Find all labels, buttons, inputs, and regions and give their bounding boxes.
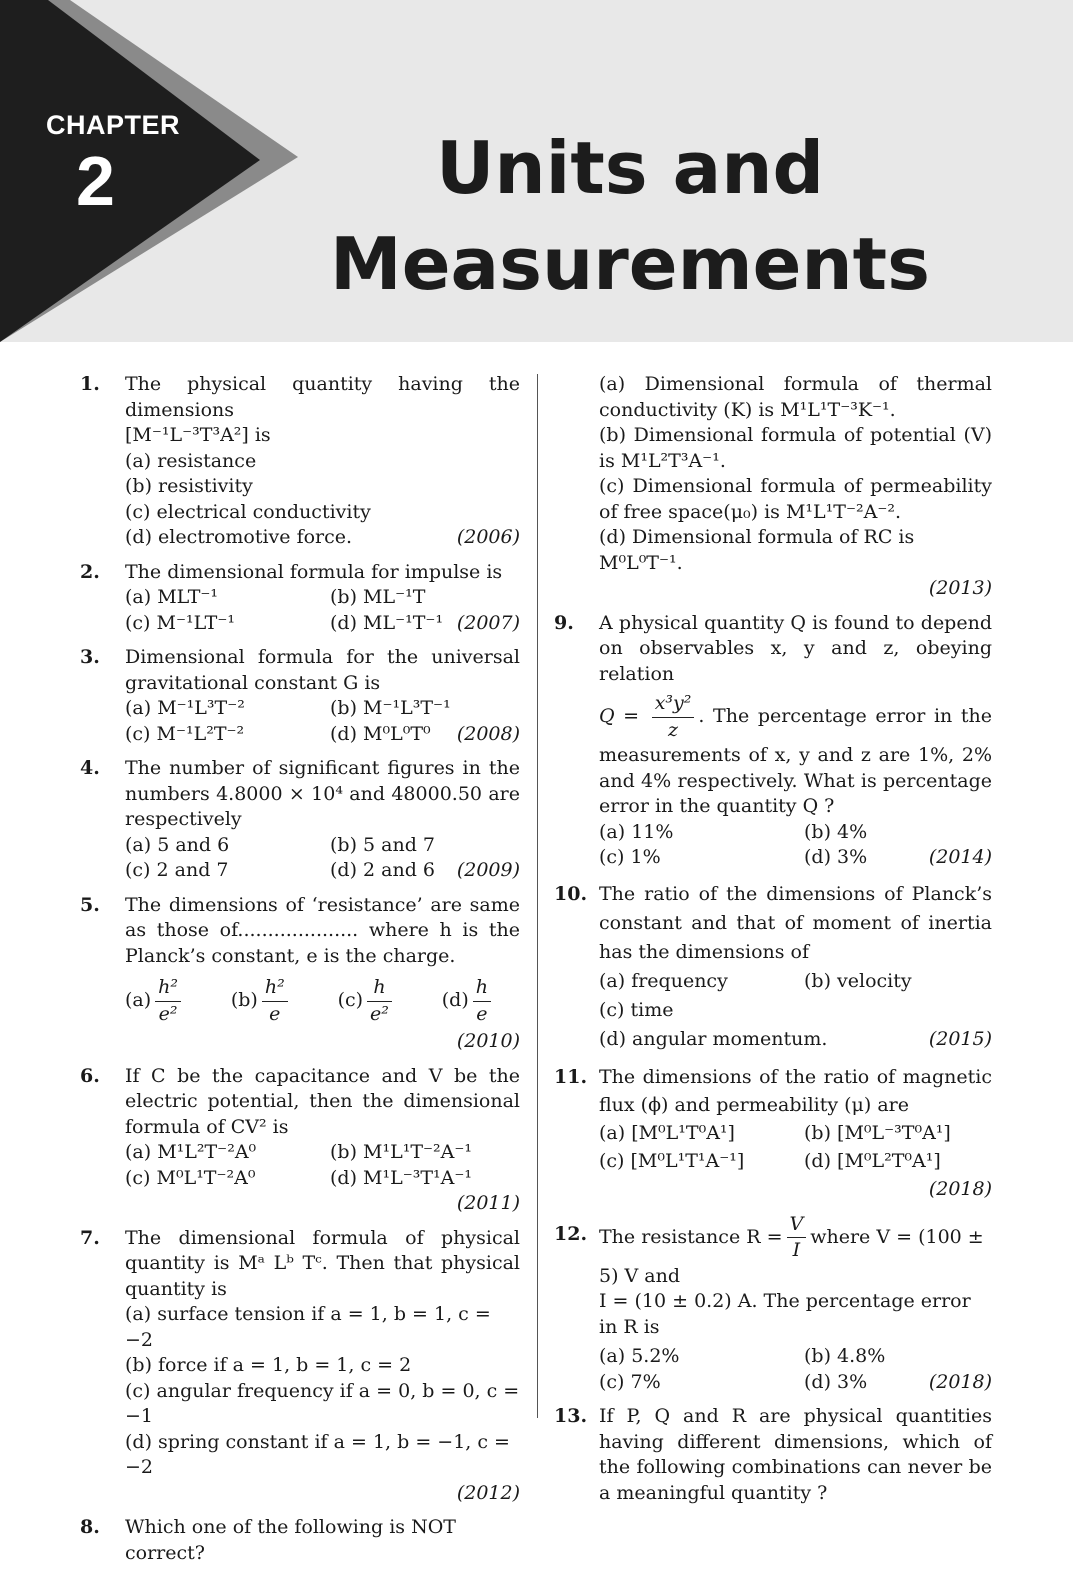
- fraction-c: $\frac{h}{\text{e²}}$: [367, 975, 392, 1027]
- option-a: (a) 11%: [599, 820, 674, 843]
- option-d: (d) ML⁻¹T⁻¹: [330, 611, 444, 634]
- question-4: [80, 756, 520, 884]
- question-text: The ratio of the dimensions of Planck’s constant and that of moment of inertia has the dimensions of: [599, 882, 992, 963]
- question-text-post: where V = (100 ± 5) V and: [599, 1225, 984, 1287]
- question-8-options: [554, 372, 992, 602]
- option-d: (d) electromotive force.: [125, 526, 353, 548]
- question-number: 2.: [80, 560, 100, 583]
- chapter-label: CHAPTER: [46, 110, 181, 140]
- right-column: [554, 372, 992, 1515]
- year-label: (2009): [456, 859, 520, 881]
- question-number: 10.: [554, 882, 588, 905]
- left-column: [80, 372, 520, 1575]
- option-d: (d) Dimensional formula of RC is M⁰L⁰T⁻¹.: [599, 526, 915, 574]
- option-c: (c) M⁻¹LT⁻¹: [125, 611, 235, 634]
- year-label: (2012): [456, 1481, 520, 1504]
- option-b: (b) Dimensional formula of potential (V) is M¹L²T³A⁻¹.: [599, 424, 992, 472]
- option-d: (d) spring constant if a = 1, b = −1, c = −2: [125, 1430, 510, 1478]
- equation-lhs: Q =: [599, 705, 640, 727]
- option-c: (c) time: [599, 998, 674, 1021]
- chapter-header: [0, 0, 1073, 342]
- question-text: Dimensional formula for the universal gravitational constant G is: [125, 646, 520, 694]
- question-13: [554, 1404, 992, 1506]
- question-text: The dimensional formula of physical quantity is Mᵃ Lᵇ Tᶜ. Then that physical quantity is: [125, 1226, 520, 1300]
- question-text-2: . The percentage error in the measurements of x, y and z are 1%, 2% and 4% respectively. What is percentage error in the quantity Q ?: [599, 705, 992, 817]
- year-label: (2008): [456, 722, 520, 745]
- option-c: (c) Dimensional formula of permeability of free space(μ₀) is M¹L¹T⁻²A⁻².: [599, 475, 992, 523]
- option-b: (b) M¹L¹T⁻²A⁻¹: [330, 1141, 473, 1163]
- question-8: [80, 1515, 520, 1566]
- question-number: 5.: [80, 893, 100, 916]
- option-a: (a) M⁻¹L³T⁻²: [125, 697, 245, 719]
- option-c: (c) angular frequency if a = 0, b = 0, c = −1: [125, 1379, 520, 1427]
- chapter-title-line1: Units and: [435, 126, 825, 210]
- question-3: [80, 645, 520, 747]
- question-number: 6.: [80, 1064, 100, 1087]
- option-a: (a) Dimensional formula of thermal conductivity (K) is M¹L¹T⁻³K⁻¹.: [599, 373, 992, 421]
- option-a: (a) 5 and 6: [125, 833, 230, 856]
- question-12: [554, 1212, 992, 1396]
- option-b: (b) [M⁰L⁻³T⁰A¹]: [804, 1121, 951, 1144]
- year-label: (2006): [456, 526, 520, 548]
- question-number: 12.: [554, 1222, 588, 1245]
- option-d: (d): [441, 989, 469, 1012]
- question-5: [80, 893, 520, 1055]
- option-d: (d) [M⁰L²T⁰A¹]: [804, 1149, 941, 1172]
- question-text: The dimensions of ‘resistance’ are same as those of.................... where h is the Planck’s constant, e is the charge.: [125, 893, 520, 967]
- question-number: 4.: [80, 757, 100, 779]
- question-text: The physical quantity having the dimensions: [125, 373, 520, 421]
- option-a: (a) surface tension if a = 1, b = 1, c = −2: [125, 1303, 491, 1351]
- year-label: (2015): [928, 1027, 992, 1050]
- fraction-b: $\frac{\text{h²}}{e}$: [262, 975, 288, 1027]
- equation-fraction: $\frac{V}{I}$: [787, 1212, 807, 1264]
- question-dims: [M⁻¹L⁻³T³A²] is: [125, 424, 271, 446]
- equation-fraction: $\frac{\text{x³y²}}{z}$: [652, 691, 695, 743]
- question-text: The number of significant figures in the numbers 4.8000 × 10⁴ and 48000.50 are respectively: [125, 757, 520, 830]
- option-b: (b) M⁻¹L³T⁻¹: [330, 697, 451, 719]
- option-a: (a) [M⁰L¹T⁰A¹]: [599, 1121, 735, 1144]
- option-b: (b) ML⁻¹T: [330, 586, 426, 608]
- question-text: The resistance R =: [599, 1225, 783, 1248]
- year-label: (2018): [928, 1177, 992, 1200]
- option-c: (c) M⁰L¹T⁻²A⁰: [125, 1166, 256, 1189]
- option-c: (c) 2 and 7: [125, 859, 229, 881]
- question-1: [80, 372, 520, 551]
- option-c: (c) 1%: [599, 846, 661, 868]
- question-text: Which one of the following is NOT correct?: [125, 1516, 456, 1564]
- question-number: 3.: [80, 646, 100, 668]
- question-11: [554, 1063, 992, 1203]
- question-number: 9.: [554, 611, 574, 634]
- chapter-title-line2: Measurements: [330, 222, 930, 306]
- option-d: (d) 2 and 6: [330, 859, 436, 881]
- year-label: (2011): [456, 1192, 520, 1214]
- option-d: (d) M¹L⁻³T¹A⁻¹: [330, 1166, 473, 1189]
- option-b: (b) force if a = 1, b = 1, c = 2: [125, 1354, 412, 1376]
- question-text: If P, Q and R are physical quantities having different dimensions, which of the following combinations can never be a meaningful quantity ?: [599, 1405, 992, 1504]
- option-d: (d) M⁰L⁰T⁰: [330, 722, 431, 745]
- column-divider: [537, 374, 538, 1418]
- option-d: (d) 3%: [804, 1370, 868, 1393]
- question-text-2: I = (10 ± 0.2) A. The percentage error in R is: [599, 1290, 971, 1338]
- option-c: (c) [M⁰L¹T¹A⁻¹]: [599, 1149, 745, 1172]
- option-b: (b) 4%: [804, 820, 868, 843]
- year-label: (2018): [928, 1370, 992, 1393]
- year-label: (2010): [456, 1030, 520, 1052]
- question-number: 13.: [554, 1405, 588, 1427]
- year-label: (2014): [928, 846, 992, 868]
- question-text: If C be the capacitance and V be the electric potential, then the dimensional formula of CV² is: [125, 1064, 520, 1138]
- option-c: (c) M⁻¹L²T⁻²: [125, 722, 245, 745]
- option-a: (a) M¹L²T⁻²A⁰: [125, 1141, 257, 1163]
- question-number: 7.: [80, 1226, 100, 1249]
- question-7: [80, 1226, 520, 1507]
- option-b: (b) 4.8%: [804, 1345, 886, 1367]
- option-c: (c) electrical conductivity: [125, 500, 371, 523]
- option-a: (a) frequency: [599, 969, 728, 992]
- question-text: The dimensions of the ratio of magnetic flux (ϕ) and permeability (μ) are: [599, 1065, 992, 1116]
- option-d: (d) 3%: [804, 846, 868, 868]
- option-b: (b) resistivity: [125, 475, 253, 497]
- fraction-a: $\frac{\text{h²}}{\text{e²}}$: [155, 975, 181, 1027]
- question-6: [80, 1064, 520, 1217]
- option-b: (b) velocity: [804, 969, 912, 992]
- question-9: [554, 611, 992, 871]
- question-2: [80, 560, 520, 637]
- option-b: (b): [230, 989, 258, 1012]
- option-a: (a): [125, 989, 152, 1012]
- question-number: 1.: [80, 373, 100, 395]
- option-a: (a) resistance: [125, 449, 257, 472]
- option-a: (a) 5.2%: [599, 1345, 680, 1367]
- chapter-number: 2: [76, 142, 115, 220]
- option-d: (d) angular momentum.: [599, 1027, 828, 1050]
- question-text: A physical quantity Q is found to depend on observables x, y and z, obeying relation: [599, 611, 992, 685]
- year-label: (2007): [456, 611, 520, 634]
- question-number: 8.: [80, 1516, 100, 1538]
- option-b: (b) 5 and 7: [330, 833, 436, 856]
- option-c: (c): [337, 989, 364, 1012]
- option-c: (c) 7%: [599, 1370, 661, 1393]
- fraction-d: $\frac{h}{e}$: [473, 975, 491, 1027]
- question-10: [554, 880, 992, 1054]
- option-a: (a) MLT⁻¹: [125, 586, 219, 608]
- year-label: (2013): [928, 577, 992, 599]
- question-number: 11.: [554, 1065, 588, 1088]
- question-text: The dimensional formula for impulse is: [125, 560, 503, 583]
